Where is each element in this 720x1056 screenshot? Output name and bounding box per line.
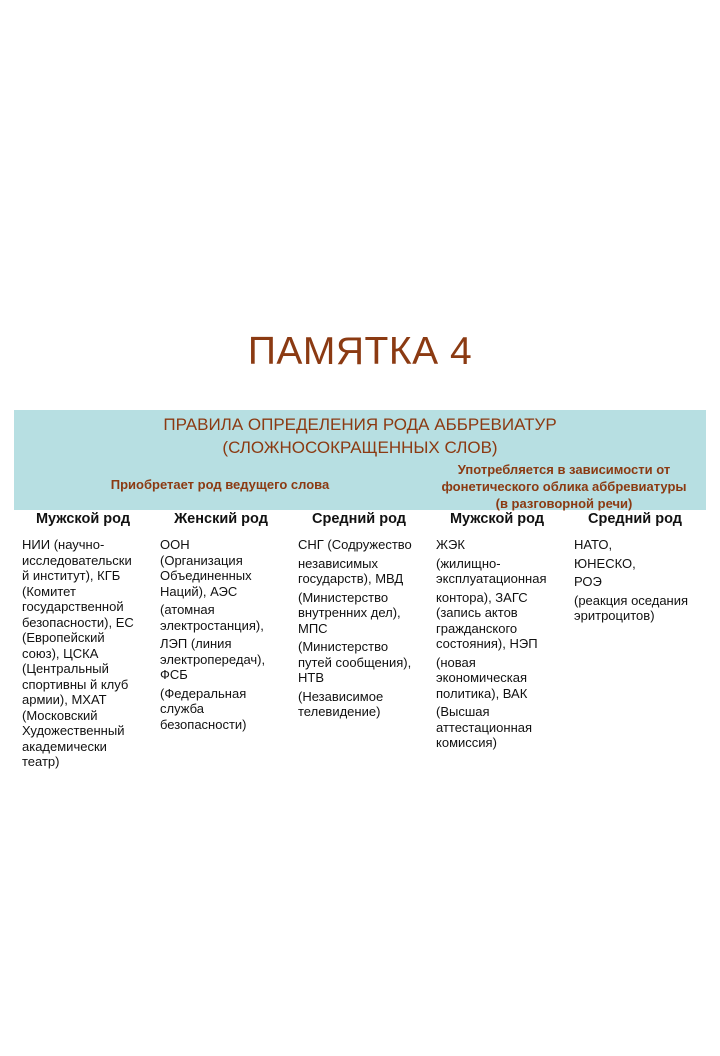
text-line: безопасности), ЕС <box>22 614 134 630</box>
column-header-neuter-colloquial: Средний род <box>588 511 682 527</box>
text-line: МПС <box>298 620 328 636</box>
text-line: академически <box>22 738 107 754</box>
entry <box>298 689 432 720</box>
column-header-neuter: Средний род <box>312 511 406 527</box>
column-neuter <box>298 537 432 723</box>
text-line: эритроцитов) <box>574 608 655 623</box>
text-line: ЮНЕСКО, <box>574 555 636 571</box>
text-line: ООН <box>160 537 190 552</box>
text-line: комиссия) <box>436 735 497 750</box>
text-line: (жилищно- <box>436 555 501 571</box>
text-line: (Комитет <box>22 583 76 599</box>
band-title-line: (СЛОЖНОСОКРАЩЕННЫХ СЛОВ) <box>222 438 498 457</box>
text-line: состояния), НЭП <box>436 636 538 651</box>
text-line: союз), ЦСКА <box>22 645 99 661</box>
entry <box>298 556 432 587</box>
text-line: гражданского <box>436 620 518 636</box>
text-line: РОЭ <box>574 574 602 589</box>
text-line: (Министерство <box>298 589 389 605</box>
text-line: путей сообщения), <box>298 654 412 670</box>
text-line: спортивны й клуб <box>22 676 129 692</box>
text-line: (Центральный <box>22 661 109 676</box>
band-left-label: Приобретает род ведущего слова <box>110 477 330 492</box>
text-line: независимых <box>298 555 379 571</box>
entry <box>160 686 292 733</box>
entry <box>298 639 432 686</box>
entry <box>574 593 714 624</box>
entry <box>298 537 432 553</box>
column-masculine-colloquial <box>436 537 570 754</box>
entry <box>160 602 292 633</box>
text-line: служба <box>160 701 204 716</box>
text-line: театр) <box>22 754 60 769</box>
column-header-masculine-colloquial: Мужской род <box>449 511 545 527</box>
text-line: (Организация <box>160 552 243 568</box>
text-line: (Европейский <box>22 630 105 645</box>
band-right-line: фонетического облика аббревиатуры <box>441 479 687 494</box>
column-masculine <box>22 537 152 770</box>
text-line: (Федеральная <box>160 685 247 701</box>
band-title-line: ПРАВИЛА ОПРЕДЕЛЕНИЯ РОДА АББРЕВИАТУР <box>163 415 557 434</box>
text-line: (реакция оседания <box>574 592 689 608</box>
text-line: й институт), КГБ <box>22 568 121 583</box>
text-line: исследовательски <box>22 552 132 568</box>
entry <box>160 636 292 683</box>
text-line: Наций), АЭС <box>160 583 238 599</box>
text-line: электропередач), <box>160 651 266 667</box>
entry <box>436 590 570 652</box>
entry <box>574 556 714 572</box>
band-right-line: (в разговорной речи) <box>495 496 633 511</box>
text-line: безопасности) <box>160 716 247 732</box>
text-line: государств), МВД <box>298 571 404 586</box>
text-line: НТВ <box>298 670 324 685</box>
text-line: армии), МХАТ <box>22 692 107 707</box>
entry <box>436 537 570 553</box>
column-header-masculine: Мужской род <box>35 511 131 527</box>
band-right-line: Употребляется в зависимости от <box>457 462 671 477</box>
text-line: экономическая <box>436 670 528 685</box>
entry <box>574 537 714 553</box>
text-line: ФСБ <box>160 667 188 682</box>
text-line: аттестационная <box>436 719 533 735</box>
column-feminine <box>160 537 292 735</box>
column-header-feminine: Женский род <box>174 511 268 527</box>
column-neuter-colloquial <box>574 537 714 627</box>
text-line: контора), ЗАГС <box>436 589 528 605</box>
entry <box>574 574 714 590</box>
text-line: эксплуатационная <box>436 571 547 586</box>
entry <box>160 537 292 599</box>
page-title: ПАМЯТКА 4 <box>247 330 473 373</box>
entry <box>298 590 432 637</box>
text-line: государственной <box>22 599 124 614</box>
text-line: (Московский <box>22 707 98 723</box>
text-line: ЖЭК <box>436 537 465 552</box>
entry <box>436 704 570 751</box>
text-line: СНГ (Содружество <box>298 537 412 552</box>
text-line: (Высшая <box>436 704 490 719</box>
entry <box>436 556 570 587</box>
text-line: (новая <box>436 654 476 670</box>
text-line: внутренних дел), <box>298 605 401 620</box>
text-line: (Независимое <box>298 688 384 704</box>
text-line: Объединенных <box>160 568 252 583</box>
text-line: электростанция), <box>160 617 264 633</box>
text-line: (Министерство <box>298 639 389 654</box>
text-line: телевидение) <box>298 704 381 719</box>
entry <box>436 655 570 702</box>
text-line: (атомная <box>160 602 215 617</box>
text-line: НИИ (научно- <box>22 537 105 552</box>
text-line: политика), ВАК <box>436 685 528 701</box>
band-right-label <box>424 461 704 512</box>
text-line: НАТО, <box>574 537 613 552</box>
text-line: ЛЭП (линия <box>160 636 232 651</box>
text-line: (запись актов <box>436 605 518 620</box>
band-title <box>0 413 720 459</box>
text-line: Художественный <box>22 723 125 738</box>
